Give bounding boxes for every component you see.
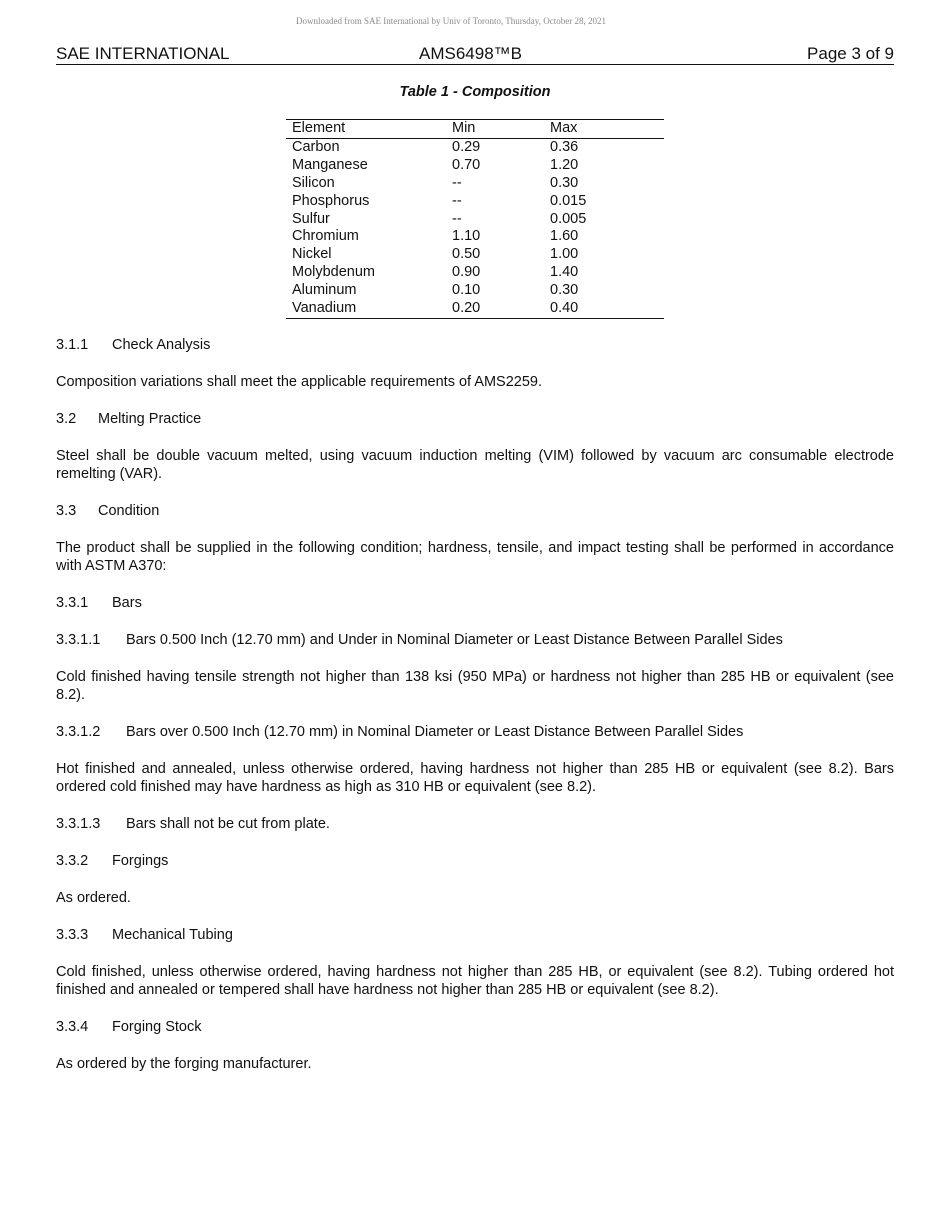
min-cell: -- [452, 174, 462, 191]
section-body-3-3-3: Cold finished, unless otherwise ordered, having hardness not higher than 285 HB, or equivalent (see 8.2). Tubing ordered hot finished and annealed or tempered shall have hardness not higher than 285 HB or equivalent (see 8.2). [56, 964, 894, 998]
page-number: Page 3 of 9 [807, 44, 894, 63]
section-number: 3.3.4 [56, 1019, 89, 1035]
table-caption: Table 1 - Composition [399, 84, 551, 100]
max-cell: 0.40 [550, 300, 579, 317]
section-number: 3.1.1 [56, 337, 89, 353]
table-row [286, 246, 664, 264]
element-cell: Sulfur [292, 210, 330, 227]
section-heading-3-3-4 [56, 1018, 894, 1036]
section-heading-3-3-1-3 [56, 815, 894, 833]
section-heading-3-3-1-2 [56, 723, 894, 741]
section-title: Bars 0.500 Inch (12.70 mm) and Under in Nominal Diameter or Least Distance Between Parallel Sides [126, 632, 783, 648]
min-cell: 0.70 [452, 156, 481, 173]
table-row [286, 175, 664, 193]
document-body [56, 336, 894, 1092]
section-heading-3-3 [56, 502, 894, 520]
page-header [56, 44, 894, 65]
section-number: 3.3.1.1 [56, 632, 101, 648]
section-title: Mechanical Tubing [112, 927, 233, 943]
column-header-max: Max [550, 120, 578, 136]
section-body-3-3: The product shall be supplied in the following condition; hardness, tensile, and impact testing shall be performed in accordance with ASTM A370: [56, 540, 894, 574]
section-heading-3-3-1-1 [56, 631, 894, 649]
section-title: Bars shall not be cut from plate. [126, 816, 330, 832]
max-cell: 1.40 [550, 264, 579, 281]
element-cell: Carbon [292, 138, 340, 155]
min-cell: -- [452, 192, 462, 209]
section-number: 3.3.1.3 [56, 816, 101, 832]
download-watermark: Downloaded from SAE International by Univ of Toronto, Thursday, October 28, 2021 [296, 16, 606, 26]
min-cell: 0.90 [452, 264, 481, 281]
min-cell: 0.50 [452, 246, 481, 263]
max-cell: 1.00 [550, 246, 579, 263]
section-title: Bars over 0.500 Inch (12.70 mm) in Nominal Diameter or Least Distance Between Parallel Sides [126, 724, 744, 740]
table-row [286, 138, 664, 156]
table-row [286, 228, 664, 246]
section-title: Bars [112, 595, 142, 611]
section-title: Melting Practice [98, 411, 202, 427]
section-body-3-3-1-2: Hot finished and annealed, unless otherwise ordered, having hardness not higher than 285 HB or equivalent (see 8.2). Bars ordered cold finished may have hardness as high as 310 HB or equivalent (see 8.2). [56, 761, 894, 795]
max-cell: 0.005 [550, 210, 587, 227]
table-row [286, 211, 664, 229]
document-id: AMS6498™B [419, 44, 522, 63]
min-cell: 0.10 [452, 282, 481, 299]
element-cell: Phosphorus [292, 192, 370, 209]
section-body-3-1-1: Composition variations shall meet the applicable requirements of AMS2259. [56, 374, 543, 390]
table-row [286, 157, 664, 175]
table-header-row [286, 120, 664, 139]
composition-table [286, 119, 664, 319]
section-body-3-3-2: As ordered. [56, 890, 131, 906]
section-number: 3.3.3 [56, 927, 89, 943]
section-title: Check Analysis [112, 337, 211, 353]
element-cell: Aluminum [292, 282, 357, 299]
organization-name: SAE INTERNATIONAL [56, 44, 230, 63]
section-title: Forging Stock [112, 1019, 202, 1035]
max-cell: 0.36 [550, 138, 579, 155]
element-cell: Molybdenum [292, 264, 376, 281]
section-heading-3-3-2 [56, 852, 894, 870]
section-heading-3-3-1 [56, 594, 894, 612]
section-number: 3.3.1 [56, 595, 89, 611]
section-heading-3-3-3 [56, 926, 894, 944]
section-heading-3-1-1 [56, 336, 894, 354]
min-cell: 0.20 [452, 300, 481, 317]
table-row [286, 193, 664, 211]
element-cell: Silicon [292, 174, 335, 191]
column-header-element: Element [292, 120, 346, 136]
element-cell: Nickel [292, 246, 332, 263]
section-body-3-2: Steel shall be double vacuum melted, using vacuum induction melting (VIM) followed by vacuum arc consumable electrode remelting (VAR). [56, 448, 894, 482]
section-heading-3-2 [56, 410, 894, 428]
max-cell: 1.20 [550, 156, 579, 173]
section-number: 3.2 [56, 411, 77, 427]
table-row [286, 264, 664, 282]
min-cell: -- [452, 210, 462, 227]
max-cell: 0.015 [550, 192, 587, 209]
min-cell: 0.29 [452, 138, 481, 155]
section-body-3-3-4: As ordered by the forging manufacturer. [56, 1056, 312, 1072]
max-cell: 0.30 [550, 282, 579, 299]
section-number: 3.3.1.2 [56, 724, 101, 740]
section-title: Forgings [112, 853, 169, 869]
table-row [286, 282, 664, 300]
column-header-min: Min [452, 120, 476, 136]
max-cell: 1.60 [550, 228, 579, 245]
element-cell: Chromium [292, 228, 359, 245]
section-body-3-3-1-1: Cold finished having tensile strength not higher than 138 ksi (950 MPa) or hardness not higher than 285 HB or equivalent (see 8.2). [56, 669, 894, 703]
section-number: 3.3 [56, 503, 77, 519]
section-title: Condition [98, 503, 160, 519]
element-cell: Manganese [292, 156, 368, 173]
max-cell: 0.30 [550, 174, 579, 191]
element-cell: Vanadium [292, 300, 357, 317]
section-number: 3.3.2 [56, 853, 89, 869]
table-row [286, 300, 664, 318]
min-cell: 1.10 [452, 228, 481, 245]
